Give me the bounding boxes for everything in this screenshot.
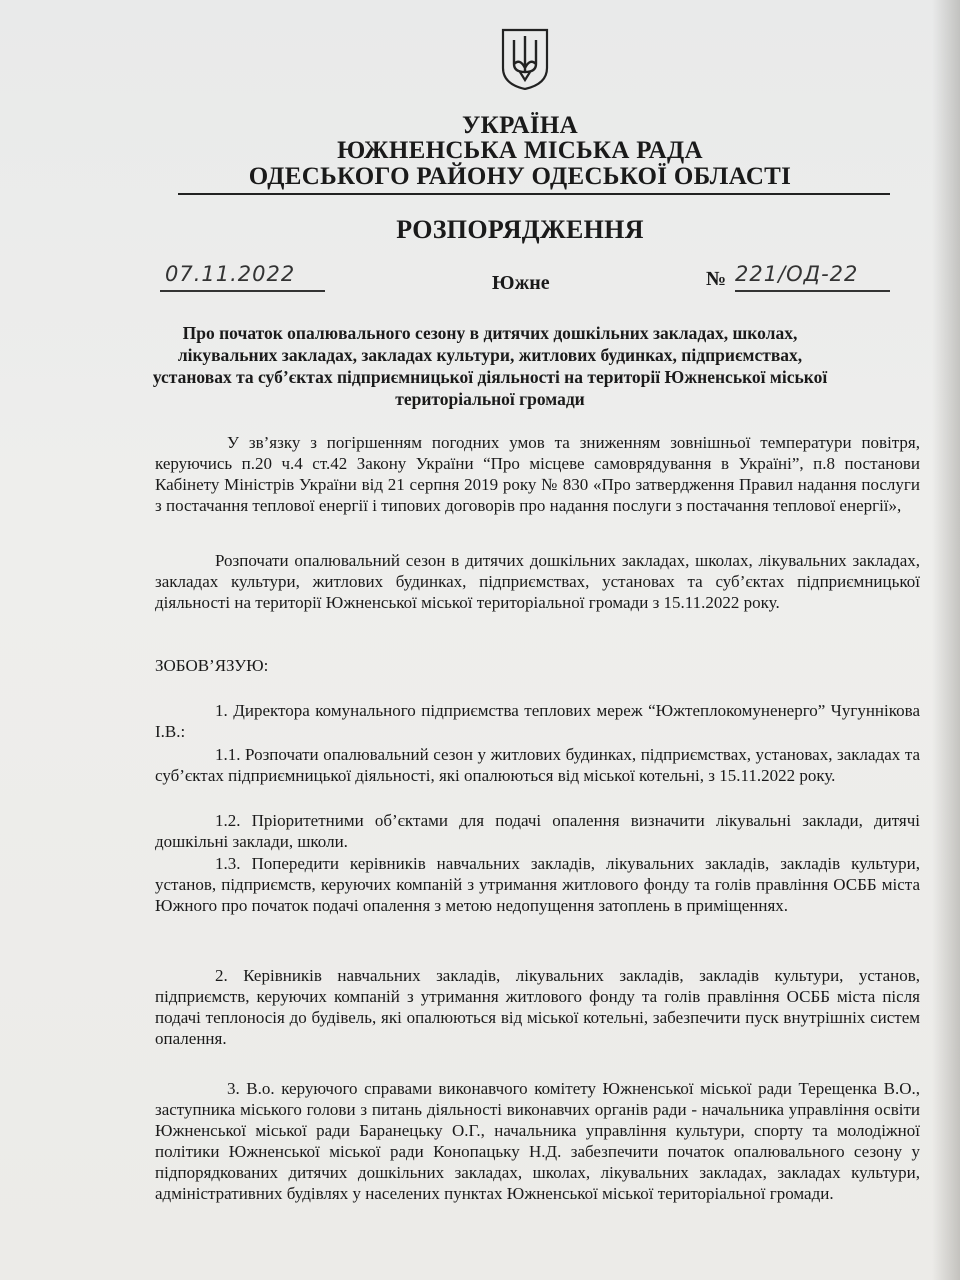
trident-emblem-icon <box>500 28 550 90</box>
paragraph-item-1: 1. Директора комунального підприємства теплових мереж “Южтеплокомуненерго” Чугуннікова І.В.: <box>155 701 920 741</box>
document-subject: Про початок опалювального сезону в дитячих дошкільних закладах, школах, лікувальних закладах, закладах культури, житлових будинках, підприємствах, установах та суб’єктах підприємницької діяльності на території Южненської міської територіальної громади <box>152 323 828 409</box>
paragraph-oblige-heading: ЗОБОВ’ЯЗУЮ: <box>155 656 269 675</box>
document-date: 07.11.2022 <box>165 262 296 286</box>
paragraph-decision: Розпочати опалювальний сезон в дитячих дошкільних закладах, школах, лікувальних закладах, закладах культури, житлових будинках, підприємствах, установах та суб’єктах підприємницької діяльності на території Южненської міської територіальної громади з 15.11.2022 року. <box>155 551 920 612</box>
header-divider <box>178 193 890 195</box>
document-number: 221/ОД-22 <box>735 262 859 286</box>
number-label: № <box>706 268 727 290</box>
document-city: Южне <box>492 272 550 294</box>
date-underline <box>160 290 325 292</box>
number-underline <box>735 290 890 292</box>
paragraph-preamble: У зв’язку з погіршенням погодних умов та зниженням зовнішньої температури повітря, керуючись п.20 ч.4 ст.42 Закону України “Про місцеве самоврядування в Україні”, п.8 постанови Кабінету Міністрів України від 21 серпня 2019 року № 830 «Про затвердження Правил надання послуги з постачання теплової енергії і типових договорів про надання послуги з постачання теплової енергії», <box>155 433 920 515</box>
page-edge-shadow <box>932 0 960 1280</box>
header-country: УКРАЇНА <box>462 112 578 139</box>
paragraph-item-1-3: 1.3. Попередити керівників навчальних закладів, лікувальних закладів, закладів культури, установ, підприємств, керуючих компаній з утримання житлового фонду та голів правління ОСББ міста Южного про початок подачі опалення з метою недопущення затоплень в приміщеннях. <box>155 854 920 915</box>
paragraph-item-1-1: 1.1. Розпочати опалювальний сезон у житлових будинках, підприємствах, установах, закладах та суб’єктах підприємницької діяльності, які опалюються від міської котельні, з 15.11.2022 року. <box>155 745 920 785</box>
header-council: ЮЖНЕНСЬКА МІСЬКА РАДА <box>337 137 703 164</box>
paragraph-item-3: 3. В.о. керуючого справами виконавчого комітету Южненської міської ради Терещенка В.О., заступника міського голови з питань діяльності виконавчих органів ради - начальника управління освіти Южненської міської ради Баранецьку О.Г., начальника управління культури, спорту та молодіжної політики Южненської міської ради Конопацьку Н.Д. забезпечити початок опалювального сезону у підпорядкованих дитячих дошкільних закладах, школах, лікувальних закладах, закладах культури, адміністративних будівлях у населених пунктах Южненської міської територіальної громади. <box>155 1079 920 1203</box>
paragraph-item-2: 2. Керівників навчальних закладів, лікувальних закладів, закладів культури, установ, підприємств, керуючих компаній з утримання житлового фонду та голів правління ОСББ міста після подачі теплоносія до будівель, які опалюються від міської котельні, забезпечити пуск внутрішніх систем опалення. <box>155 966 920 1048</box>
document-type-title: РОЗПОРЯДЖЕННЯ <box>396 215 644 244</box>
paragraph-item-1-2: 1.2. Пріоритетними об’єктами для подачі опалення визначити лікувальні заклади, дитячі дошкільні заклади, школи. <box>155 811 920 851</box>
header-region: ОДЕСЬКОГО РАЙОНУ ОДЕСЬКОЇ ОБЛАСТІ <box>248 163 792 190</box>
